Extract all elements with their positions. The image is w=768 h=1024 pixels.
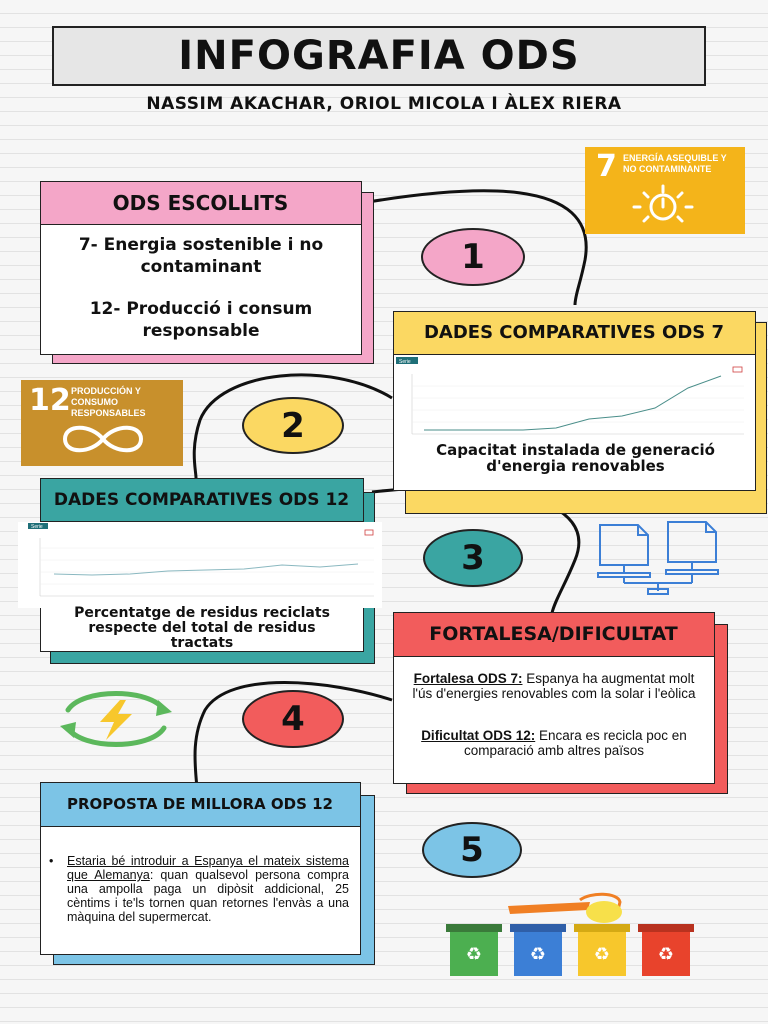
proposta-text bbox=[49, 854, 349, 924]
bullet: • bbox=[49, 854, 54, 868]
step-1-circle: 1 bbox=[421, 228, 525, 286]
ods-item-7: 7- Energia sostenible i no contaminant bbox=[78, 235, 324, 277]
svg-text:♻: ♻ bbox=[529, 944, 547, 965]
proposta-card bbox=[40, 782, 361, 955]
fortalesa-text bbox=[406, 671, 702, 701]
fortalesa-label: Fortalesa ODS 7: bbox=[413, 671, 523, 686]
dificultat-desc: Encara es recicla poc en comparació amb altres països bbox=[463, 728, 687, 758]
sdg7-label: ENERGÍA ASEQUIBLE Y NO CONTAMINANTE bbox=[623, 153, 727, 174]
title-banner bbox=[52, 26, 706, 86]
ods-escollits-card bbox=[40, 181, 362, 355]
page-title: INFOGRAFIA ODS bbox=[178, 33, 580, 79]
fortalesa-header bbox=[393, 612, 715, 657]
svg-text:♻: ♻ bbox=[593, 944, 611, 965]
computers-icon bbox=[594, 519, 728, 595]
proposta-lead: Estaria bé introduir a Espanya el mateix sistema que Alemanya bbox=[67, 854, 349, 882]
dificultat-label: Dificultat ODS 12: bbox=[421, 728, 536, 743]
sdg12-badge bbox=[21, 380, 183, 466]
dificultat-text bbox=[406, 728, 702, 758]
sdg12-label: PRODUCCIÓN Y CONSUMO RESPONSABLES bbox=[71, 386, 146, 418]
renewable-energy-icon bbox=[54, 686, 178, 752]
fortalesa-desc: Espanya ha augmentat molt l'ús d'energies renovables com la solar i l'eòlica bbox=[412, 671, 696, 701]
infinity-icon bbox=[51, 420, 155, 458]
authors-line: NASSIM AKACHAR, ORIOL MICOLA I ÀLEX RIERA bbox=[146, 94, 622, 114]
dades12-header bbox=[40, 478, 364, 522]
dades12-chart-tag: Serie bbox=[31, 524, 43, 530]
proposta-header bbox=[40, 782, 361, 827]
dades7-caption: Capacitat instalada de generació d'energia renovables bbox=[436, 441, 715, 475]
step-5-circle: 5 bbox=[422, 822, 522, 878]
dades12-chart bbox=[18, 522, 382, 608]
step-3-circle: 3 bbox=[423, 529, 523, 587]
dades7-chart bbox=[394, 356, 754, 446]
step-2-circle: 2 bbox=[242, 397, 344, 454]
proposta-rest: : quan qualsevol persona compra una ampolla paga un dipòsit addicional, 25 cèntims i te'ls tornen quan retornes l'envàs a una màquina del supermercat. bbox=[67, 868, 349, 924]
sun-power-icon bbox=[629, 183, 697, 227]
ods-escollits-title: ODS ESCOLLITS bbox=[112, 190, 289, 215]
ods-item-12: 12- Producció i consum responsable bbox=[89, 299, 313, 341]
fortalesa-card bbox=[393, 612, 715, 784]
dades7-chart-tag: Serie bbox=[399, 359, 411, 365]
recycle-bins-icon bbox=[440, 884, 706, 980]
svg-text:♻: ♻ bbox=[465, 944, 483, 965]
dades7-header bbox=[393, 311, 756, 355]
dades12-caption: Percentatge de residus reciclats respecte del total de residus tractats bbox=[74, 605, 330, 651]
sdg12-number: 12 bbox=[29, 383, 71, 418]
sdg7-badge bbox=[585, 147, 745, 234]
proposta-title: PROPOSTA DE MILLORA ODS 12 bbox=[67, 795, 333, 813]
step-4-circle: 4 bbox=[242, 690, 344, 748]
ods-escollits-header bbox=[40, 181, 362, 225]
dades7-card bbox=[393, 311, 756, 491]
fortalesa-title: FORTALESA/DIFICULTAT bbox=[429, 623, 678, 645]
svg-text:♻: ♻ bbox=[657, 944, 675, 965]
dades7-title: DADES COMPARATIVES ODS 7 bbox=[423, 322, 725, 343]
sdg7-number: 7 bbox=[596, 149, 617, 184]
dades12-title: DADES COMPARATIVES ODS 12 bbox=[53, 489, 350, 510]
